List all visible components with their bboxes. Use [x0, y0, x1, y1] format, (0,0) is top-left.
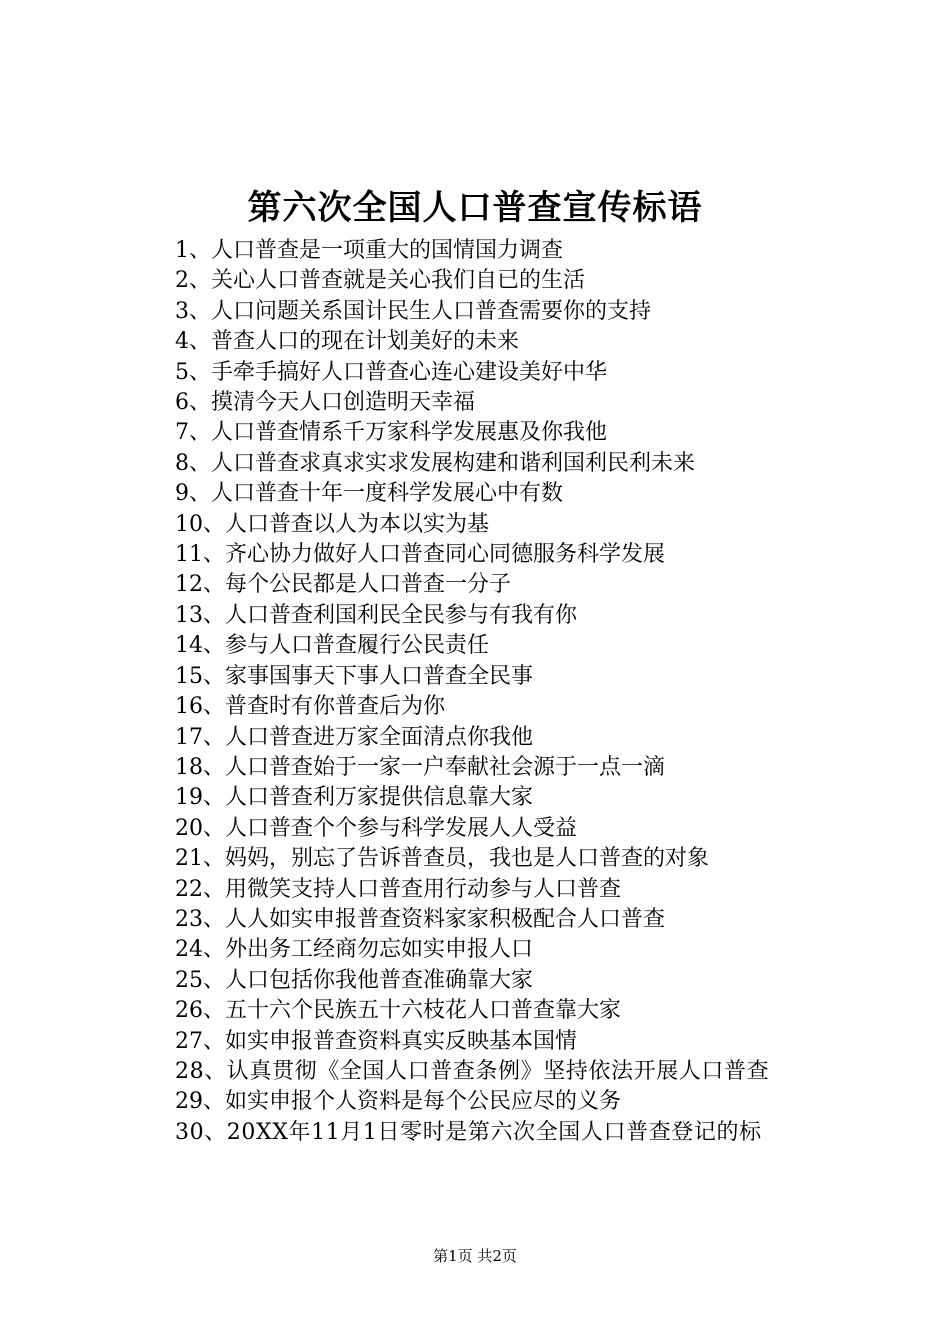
- list-item: 29、如实申报个人资料是每个公民应尽的义务: [175, 1089, 621, 1115]
- list-item: 25、人口包括你我他普查准确靠大家: [175, 967, 533, 993]
- list-item: 16、普查时有你普查后为你: [175, 694, 445, 720]
- page-title: 第六次全国人口普查宣传标语: [247, 188, 703, 228]
- list-item: 13、人口普查利国利民全民参与有我有你: [175, 602, 577, 628]
- list-item: 26、五十六个民族五十六枝花人口普查靠大家: [175, 998, 621, 1024]
- list-item: 14、参与人口普查履行公民责任: [175, 633, 489, 659]
- list-item: 4、普查人口的现在计划美好的未来: [175, 329, 519, 355]
- slogan-list: [130, 236, 840, 1148]
- list-item: 11、齐心协力做好人口普查同心同德服务科学发展: [175, 542, 665, 568]
- list-item: 15、家事国事天下事人口普查全民事: [175, 663, 533, 689]
- list-item: 2、关心人口普查就是关心我们自已的生活: [175, 268, 585, 294]
- list-item: 1、人口普查是一项重大的国情国力调查: [175, 238, 563, 263]
- list-item: 19、人口普查利万家提供信息靠大家: [175, 785, 533, 811]
- list-item: 10、人口普查以人为本以实为基: [175, 511, 489, 537]
- list-item: 7、人口普查情系千万家科学发展惠及你我他: [175, 420, 607, 446]
- list-item: 5、手牵手搞好人口普查心连心建设美好中华: [175, 359, 607, 385]
- list-item: 17、人口普查进万家全面清点你我他: [175, 724, 533, 750]
- list-item: 24、外出务工经商勿忘如实申报人口: [175, 937, 533, 963]
- list-item: 8、人口普查求真求实求发展构建和谐利国利民利未来: [175, 450, 695, 476]
- list-item: 28、认真贯彻《全国人口普查条例》坚持依法开展人口普查: [175, 1058, 770, 1084]
- list-item: 12、每个公民都是人口普查一分子: [175, 572, 511, 598]
- list-item: 22、用微笑支持人口普查用行动参与人口普查: [175, 876, 621, 902]
- list-item: 3、人口问题关系国计民生人口普查需要你的支持: [175, 298, 651, 324]
- list-item: 21、妈妈，别忘了告诉普查员，我也是人口普查的对象: [175, 846, 709, 872]
- page-number: 第1页 共2页: [433, 1247, 517, 1265]
- list-item: 27、如实申报普查资料真实反映基本国情: [175, 1028, 577, 1054]
- list-item: 23、人人如实申报普查资料家家积极配合人口普查: [175, 906, 665, 932]
- list-item: 20、人口普查个个参与科学发展人人受益: [175, 815, 577, 841]
- list-item: 18、人口普查始于一家一户奉献社会源于一点一滴: [175, 754, 665, 780]
- list-item: 9、人口普查十年一度科学发展心中有数: [175, 481, 563, 507]
- list-item: 30、20XX年11月1日零时是第六次全国人口普查登记的标: [175, 1119, 762, 1145]
- list-item: 6、摸清今天人口创造明天幸福: [175, 390, 475, 416]
